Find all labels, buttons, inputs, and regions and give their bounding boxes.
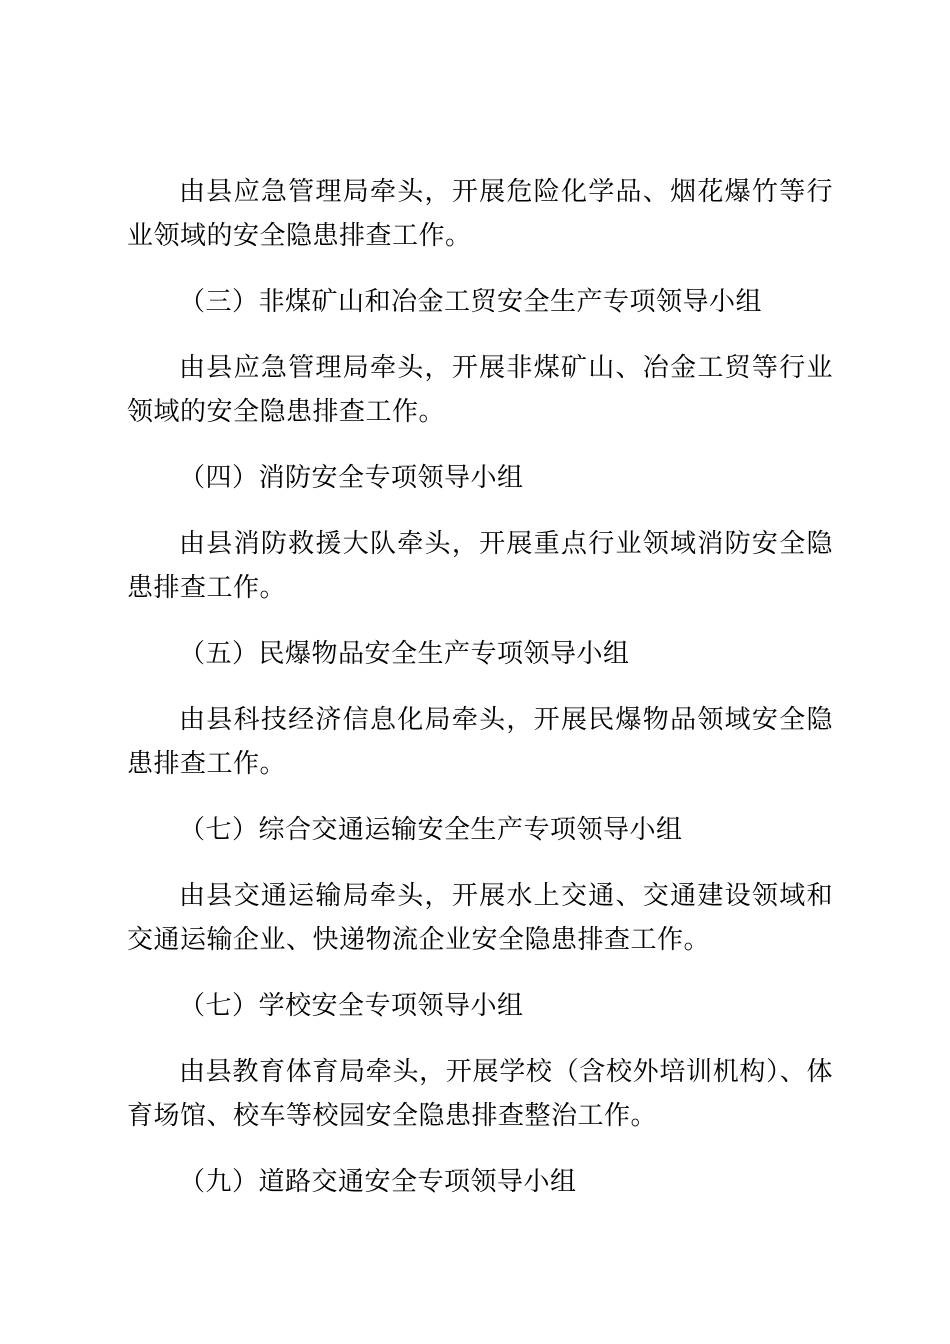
heading-section-5: （五）民爆物品安全生产专项领导小组 — [179, 639, 630, 669]
heading-section-4: （四）消防安全专项领导小组 — [179, 463, 524, 493]
paragraph-civil-explosives: 由县科技经济信息化局牵头，开展民爆物品领域安全隐患排查工作。 — [127, 705, 833, 779]
heading-section-7-transport: （七）综合交通运输安全生产专项领导小组 — [179, 815, 683, 845]
document-body — [127, 170, 833, 1226]
paragraph-transport: 由县交通运输局牵头，开展水上交通、交通建设领域和交通运输企业、快递物流企业安全隐患排查工作。 — [127, 881, 833, 955]
paragraph-school-safety: 由县教育体育局牵头，开展学校（含校外培训机构）、体育场馆、校车等校园安全隐患排查整治工作。 — [127, 1057, 833, 1131]
heading-section-9: （九）道路交通安全专项领导小组 — [179, 1167, 577, 1197]
paragraph-fire-safety: 由县消防救援大队牵头，开展重点行业领域消防安全隐患排查工作。 — [127, 529, 833, 603]
paragraph-non-coal-mines: 由县应急管理局牵头，开展非煤矿山、冶金工贸等行业领域的安全隐患排查工作。 — [127, 353, 833, 427]
heading-section-7-school: （七）学校安全专项领导小组 — [179, 991, 524, 1021]
heading-section-3: （三）非煤矿山和冶金工贸安全生产专项领导小组 — [179, 287, 763, 317]
paragraph-hazardous-chemicals: 由县应急管理局牵头，开展危险化学品、烟花爆竹等行业领域的安全隐患排查工作。 — [127, 177, 833, 251]
